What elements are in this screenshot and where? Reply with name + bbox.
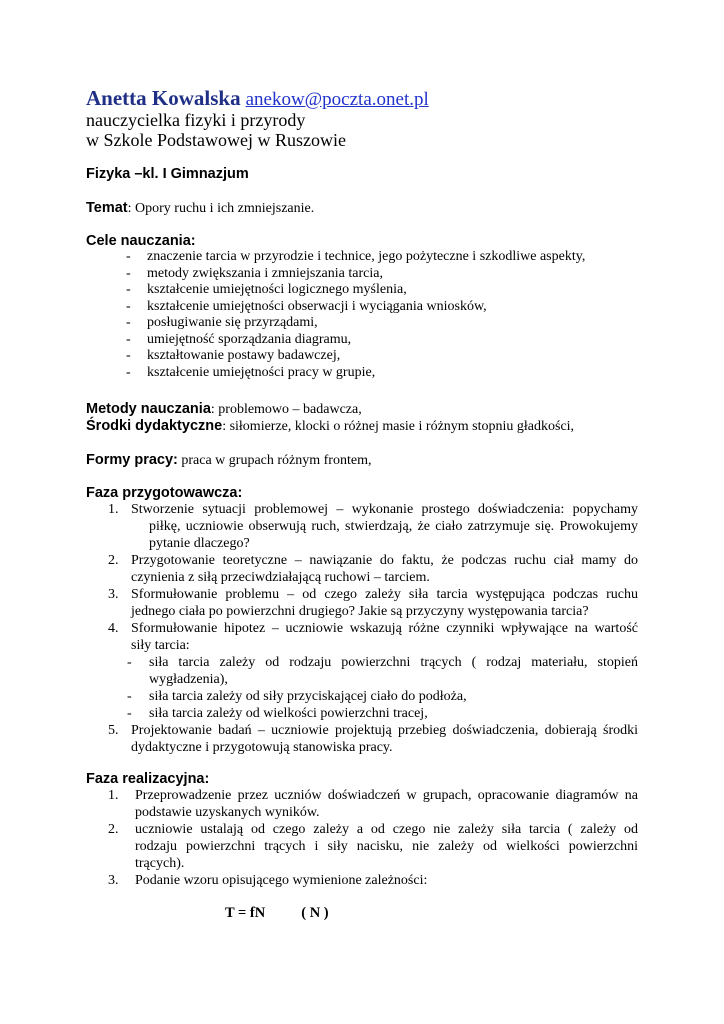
real-step-1-line-1: Przeprowadzenie przez uczniów doświadczeń w grupach, opracowanie diagramów na (135, 788, 638, 803)
prep-step-2-line-2: czynienia z siłą przeciwdziałającą ruchowi – tarciem. (131, 570, 430, 585)
topic-line (86, 200, 314, 217)
author-email-link[interactable]: anekow@poczta.onet.pl (245, 89, 429, 110)
hypothesis-1-line-1: siła tarcia zależy od rodzaju powierzchni trących ( rodzaj materiału, stopień (149, 655, 638, 670)
hypothesis-2: siła tarcia zależy od siły przyciskającej ciało do podłoża, (149, 689, 467, 704)
prep-step-1-line-2: piłkę, uczniowie obserwują ruch, stwierdzają, że ciało zatrzymuje się. Prowokujemy (149, 519, 638, 534)
real-step-2-line-2: rodzaju powierzchni trących i siły nacisku, nie zależy od wielkości powierzchni (135, 839, 638, 854)
list-number: 4. (108, 621, 119, 636)
goals-list (126, 249, 585, 381)
author-role: nauczycielka fizyki i przyrody (86, 110, 306, 130)
goals-heading: Cele nauczania: (86, 233, 196, 249)
methods-line (86, 401, 362, 418)
list-number: 2. (108, 553, 119, 568)
list-number: 3. (108, 587, 119, 602)
friction-formula (225, 905, 329, 921)
prep-step-5-line-2: dydaktyczne i przygotowują stanowiska pracy. (131, 740, 393, 755)
list-item: - kształcenie umiejętności pracy w grupie, (126, 365, 585, 382)
dash-marker: - (127, 689, 132, 704)
real-step-1-line-2: podstawie uzyskanych wyników. (135, 805, 320, 820)
formula-unit: ( N ) (301, 905, 329, 921)
list-number: 1. (108, 502, 119, 517)
list-item: - posługiwanie się przyrządami, (126, 315, 585, 332)
work-forms-value: praca w grupach różnym frontem, (177, 453, 372, 468)
real-step-2-line-1: uczniowie ustalają od czego zależy a od czego nie zależy siła tarcia ( zależy od (135, 822, 638, 837)
list-item: - znaczenie tarcia w przyrodzie i technice, jego pożyteczne i szkodliwe aspekty, (126, 249, 585, 266)
topic-value: : Opory ruchu i ich zmniejszanie. (127, 201, 315, 216)
prep-step-3-line-2: jednego ciała po powierzchni drugiego? Jakie są przyczyny występowania tarcia? (131, 604, 589, 619)
list-number: 1. (108, 788, 119, 803)
prep-step-4-line-1: Sformułowanie hipotez – uczniowie wskazują różne czynniki wpływające na wartość (131, 621, 638, 636)
list-item: - kształcenie umiejętności obserwacji i wyciągania wniosków, (126, 299, 585, 316)
list-number: 5. (108, 723, 119, 738)
real-step-2-line-3: trących). (135, 856, 185, 871)
subject-heading: Fizyka –kl. I Gimnazjum (86, 166, 249, 182)
author-name: Anetta Kowalska (86, 86, 241, 110)
dash-marker: - (127, 706, 132, 721)
list-number: 3. (108, 873, 119, 888)
list-item: - umiejętność sporządzania diagramu, (126, 332, 585, 349)
prep-phase-heading: Faza przygotowawcza: (86, 485, 243, 501)
school-name: w Szkole Podstawowej w Ruszowie (86, 130, 346, 150)
prep-step-3-line-1: Sformułowanie problemu – od czego zależy siła tarcia występująca podczas ruchu (131, 587, 638, 602)
list-item: - kształcenie umiejętności logicznego myślenia, (126, 282, 585, 299)
list-item: - kształtowanie postawy badawczej, (126, 348, 585, 365)
prep-step-2-line-1: Przygotowanie teoretyczne – nawiązanie do faktu, że podczas ruchu ciał mamy do (131, 553, 638, 568)
real-step-3-line-1: Podanie wzoru opisującego wymienione zależności: (135, 873, 428, 888)
methods-label: Metody nauczania (86, 401, 211, 417)
work-forms-label: Formy pracy: (86, 452, 178, 468)
hypothesis-1-line-2: wygładzenia), (149, 672, 228, 687)
realization-phase-heading: Faza realizacyjna: (86, 771, 210, 787)
hypothesis-3: siła tarcia zależy od wielkości powierzchni tracej, (149, 706, 428, 721)
materials-label: Środki dydaktyczne (86, 418, 223, 434)
prep-step-1-line-3: pytanie dlaczego? (149, 536, 250, 551)
topic-label: Temat (86, 200, 128, 216)
materials-line (86, 418, 574, 435)
methods-value: : problemowo – badawcza, (210, 402, 362, 417)
dash-marker: - (127, 655, 132, 670)
prep-step-4-line-2: siły tarcia: (131, 638, 190, 653)
list-number: 2. (108, 822, 119, 837)
formula-expression: T = fN (225, 905, 266, 921)
work-forms-line (86, 452, 371, 469)
prep-step-1-line-1: Stworzenie sytuacji problemowej – wykonanie prostego doświadczenia: popychamy (131, 502, 638, 517)
prep-step-5-line-1: Projektowanie badań – uczniowie projektują przebieg doświadczenia, dobierają środki (131, 723, 638, 738)
list-item: - metody zwiększania i zmniejszania tarcia, (126, 266, 585, 283)
materials-value: : siłomierze, klocki o różnej masie i różnym stopniu gładkości, (222, 419, 575, 434)
